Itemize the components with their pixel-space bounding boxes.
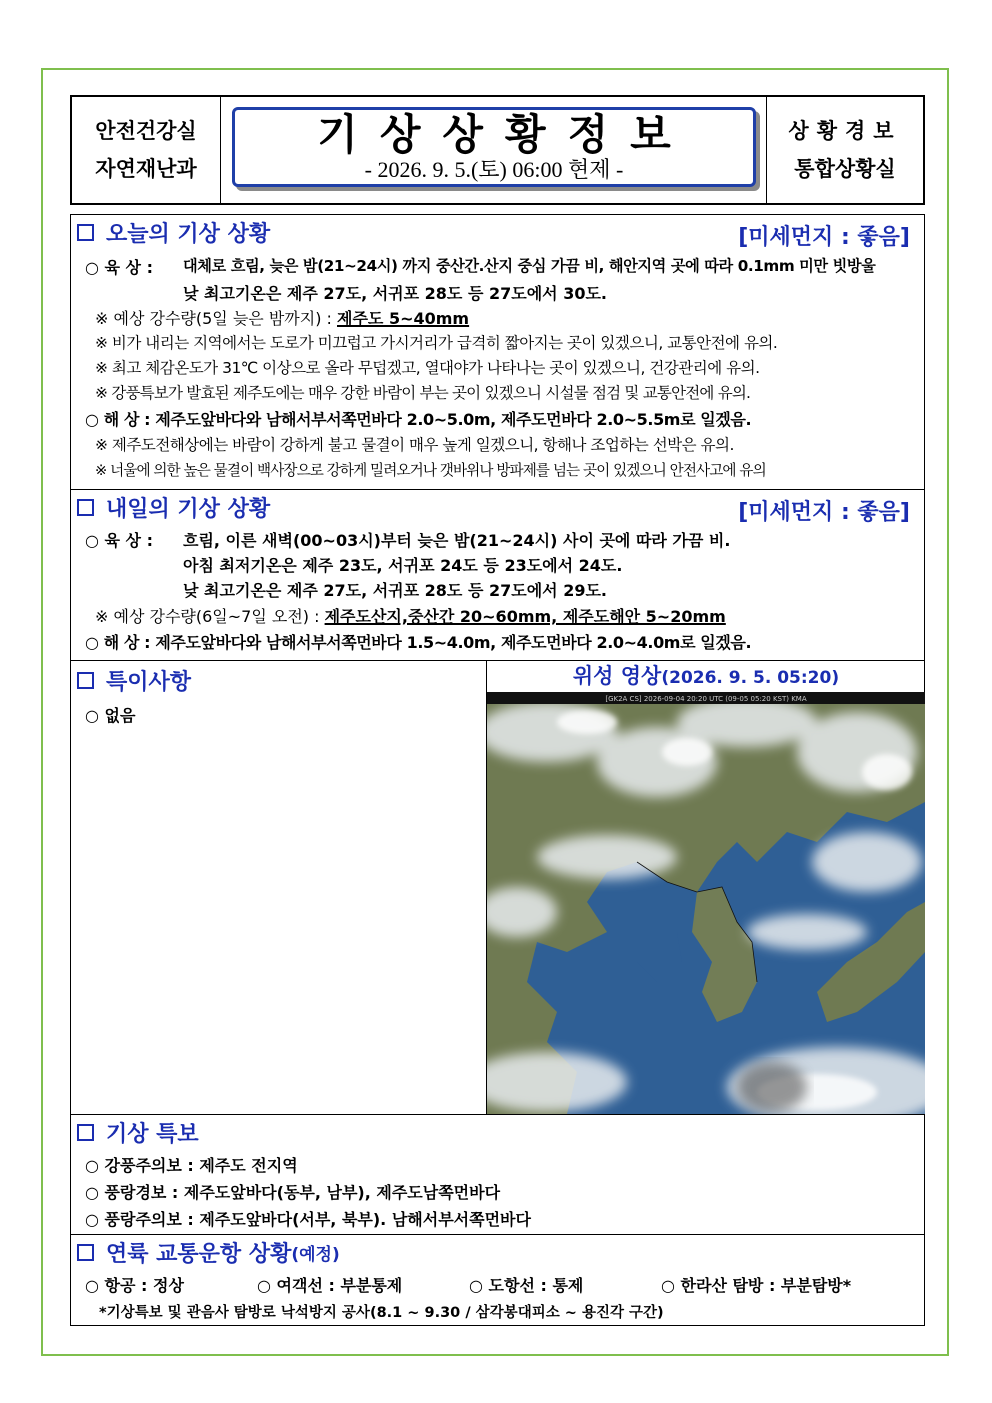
sea-forecast: ○ 해 상 : 제주도앞바다와 남해서부서쪽먼바다 1.5~4.0m, 제주도먼바다 2.0~4.0m로 일겠음. [85,633,752,652]
fine-dust-status: [미세먼지 : 좋음] [738,225,910,250]
sea-forecast: ○ 해 상 : 제주도앞바다와 남해서부서쪽먼바다 2.0~5.0m, 제주도먼바다 2.0~5.5m로 일겠음. [85,410,752,429]
rain-forecast: ※ 예상 강수량(5일 늦은 밤까지) : 제주도 5~40mm [95,309,470,328]
checkbox-square-icon [77,1244,94,1261]
note-item: ※ 제주도전해상에는 바람이 강하게 불고 물결이 매우 높게 일겠으니, 항해나 조업하는 선박은 유의. [95,436,734,454]
land-min-temperature: 아침 최저기온은 제주 23도, 서귀포 24도 등 23도에서 24도. [183,556,623,575]
section-heading: 내일의 기상 상황 [71,490,924,524]
warning-item: ○ 풍랑주의보 : 제주도앞바다(서부, 북부). 남해서부서쪽먼바다 [85,1210,531,1229]
note-item: ※ 너울에 의한 높은 물결이 백사장으로 강하게 밀려오거나 갯바위나 방파제를 넘는 곳이 있겠으니 안전사고에 유의 [95,462,766,479]
ferry-status: ○ 여객선 : 부분통제 [257,1276,403,1295]
land-forecast: 흐림, 이른 새벽(00~03시)부터 늦은 밤(21~24시) 사이 곳에 따라 가끔 비. [183,531,731,550]
satellite-image [487,692,925,1114]
warning-item: ○ 풍랑경보 : 제주도앞바다(동부, 남부), 제주도남쪽먼바다 [85,1183,501,1202]
land-label: ○ 육 상 : [85,531,153,550]
department-label: 안전건강실 자연재난과 [72,97,221,203]
hallasan-status: ○ 한라산 탐방 : 부분탐방* [661,1276,852,1295]
today-section [70,214,925,490]
section-heading: 오늘의 기상 상황 [71,215,924,249]
note-item: ※ 강풍특보가 발효된 제주도에는 매우 강한 바람이 부는 곳이 있겠으니 시설물 점검 및 교통안전에 유의. [95,384,751,402]
title-box [232,107,756,187]
satellite-map-icon [487,692,925,1114]
traffic-section [70,1234,925,1326]
fine-dust-status: [미세먼지 : 좋음] [738,500,910,525]
checkbox-square-icon [77,672,94,689]
section-heading: 기상 특보 [71,1115,924,1149]
report-datetime: - 2026. 9. 5.(토) 06:00 현제 - [364,157,624,182]
rain-forecast: ※ 예상 강수량(6일~7일 오전) : 제주도산지,중산간 20~60mm, 제주도해안 5~20mm [95,607,726,626]
warnings-section [70,1114,925,1235]
page-title: 기상상황정보 [317,110,693,159]
air-status: ○ 항공 : 정상 [85,1276,184,1295]
note-item: ※ 비가 내리는 지역에서는 도로가 미끄럽고 가시거리가 급격히 짧아지는 곳이 있겠으니, 교통안전에 유의. [95,334,778,352]
note-item: ※ 최고 체감온도가 31℃ 이상으로 올라 무덥겠고, 열대야가 나타나는 곳이 있겠으니, 건강관리에 유의. [95,359,760,377]
section-heading: 연륙 교통운항 상황 (예정) [71,1235,924,1269]
warning-item: ○ 강풍주의보 : 제주도 전지역 [85,1156,298,1175]
checkbox-square-icon [77,224,94,241]
land-forecast: 대체로 흐림, 늦은 밤(21~24시) 까지 중산간.산지 중심 가끔 비, 해안지역 곳에 따라 0.1mm 미만 빗방울 [183,257,876,275]
office-label: 상황경보 통합상황실 [766,97,923,203]
traffic-note: *기상특보 및 관음사 탐방로 낙석방지 공사(8.1 ~ 9.30 / 삼각봉대피소 ~ 용진각 구간) [99,1305,664,1321]
tomorrow-section [70,489,925,661]
land-max-temperature: 낮 최고기온은 제주 27도, 서귀포 28도 등 27도에서 29도. [183,581,607,600]
island-ferry-status: ○ 도항선 : 통제 [469,1276,584,1295]
land-label: ○ 육 상 : [85,258,153,277]
checkbox-square-icon [77,499,94,516]
satellite-title: 위성 영상(2026. 9. 5. 05:20) [572,664,840,688]
special-item: ○ 없음 [85,706,136,725]
land-temperature: 낮 최고기온은 제주 27도, 서귀포 28도 등 27도에서 30도. [183,284,607,303]
section-heading: 특이사항 [71,663,924,697]
report-header [70,95,925,205]
svg-text:[GK2A CS] 2026-09-04 20:20 UTC: [GK2A CS] 2026-09-04 20:20 UTC (09-05 05:20 KST) KMA [605,695,807,703]
checkbox-square-icon [77,1124,94,1141]
